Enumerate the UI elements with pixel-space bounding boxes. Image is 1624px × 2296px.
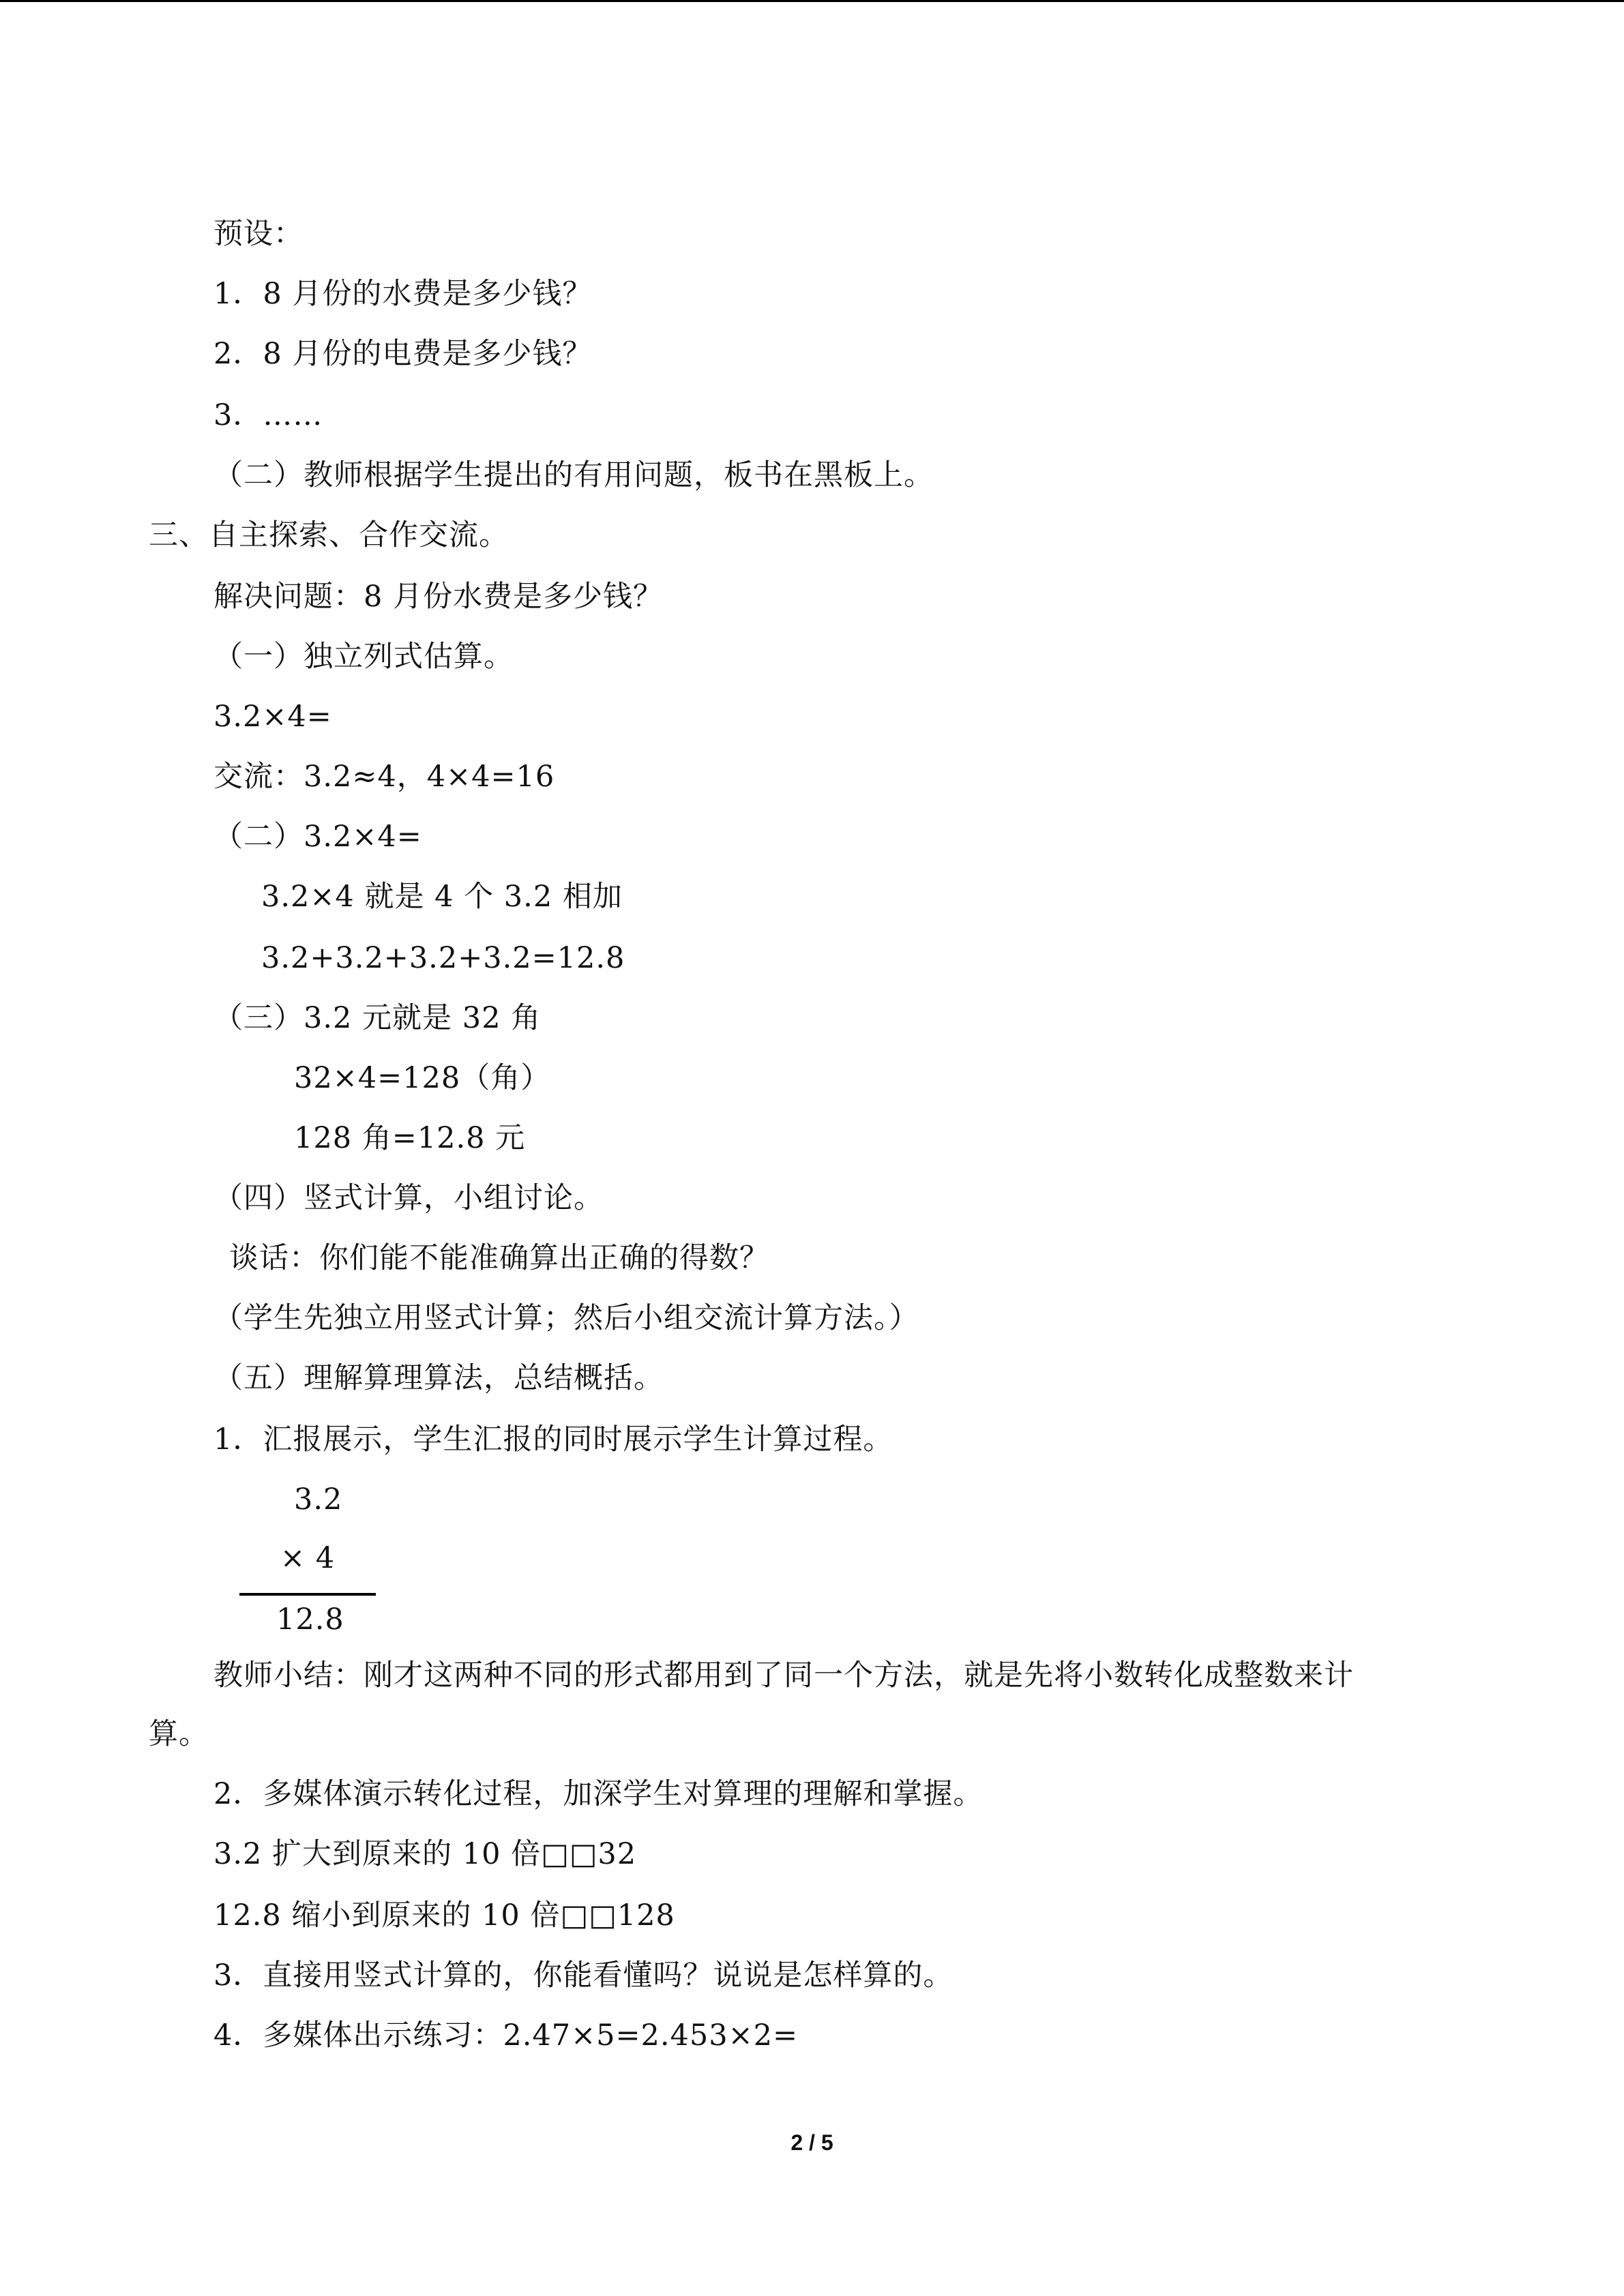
text-line: 解决问题：8 月份水费是多少钱？ (213, 580, 664, 614)
text-line: 32×4=128（角） (294, 1061, 551, 1095)
vertical-calc-multiplicand: 3.2 (294, 1482, 343, 1517)
text-line: 128 角=12.8 元 (294, 1121, 526, 1155)
text-line: 2．多媒体演示转化过程，加深学生对算理的理解和掌握。 (213, 1777, 984, 1811)
vertical-calc-multiplier: × 4 (280, 1541, 336, 1575)
text-line: 3.2×4= (213, 700, 332, 734)
text-line: （二）教师根据学生提出的有用问题，板书在黑板上。 (213, 458, 934, 492)
text-line: 算。 (149, 1717, 209, 1751)
text-line: 交流：3.2≈4，4×4=16 (213, 760, 555, 794)
text-line: 3．直接用竖式计算的，你能看懂吗？说说是怎样算的。 (213, 1958, 954, 1993)
text-line: 预设： (213, 217, 304, 251)
text-line: 12.8 缩小到原来的 10 倍□□128 (213, 1898, 675, 1933)
page-number: 2 / 5 (791, 2130, 833, 2155)
text-line: 1．8 月份的水费是多少钱？ (213, 277, 593, 311)
text-line: （三）3.2 元就是 32 角 (213, 1001, 542, 1035)
text-line: 教师小结：刚才这两种不同的形式都用到了同一个方法，就是先将小数转化成整数来计 (213, 1658, 1354, 1693)
text-line: （学生先独立用竖式计算；然后小组交流计算方法。） (213, 1301, 919, 1335)
text-line: 3.2×4 就是 4 个 3.2 相加 (261, 880, 623, 914)
text-line: （四）竖式计算，小组讨论。 (213, 1181, 604, 1215)
text-line: 3．…… (213, 398, 323, 432)
text-line: （一）独立列式估算。 (213, 640, 514, 674)
text-line: 1．汇报展示，学生汇报的同时展示学生计算过程。 (213, 1422, 894, 1457)
text-line: （五）理解算理算法，总结概括。 (213, 1361, 664, 1395)
text-line: 谈话：你们能不能准确算出正确的得数？ (229, 1241, 769, 1275)
top-border (0, 0, 1624, 2)
vertical-calc-product: 12.8 (276, 1602, 344, 1637)
text-line: 4．多媒体出示练习：2.47×5=2.453×2= (213, 2018, 799, 2053)
text-line: （二）3.2×4= (213, 820, 422, 854)
text-line: 3.2+3.2+3.2+3.2=12.8 (261, 941, 625, 975)
section-heading: 三、自主探索、合作交流。 (149, 518, 509, 552)
text-line: 3.2 扩大到原来的 10 倍□□32 (213, 1837, 637, 1871)
text-line: 2．8 月份的电费是多少钱？ (213, 337, 593, 371)
vertical-calc-rule (239, 1593, 376, 1596)
